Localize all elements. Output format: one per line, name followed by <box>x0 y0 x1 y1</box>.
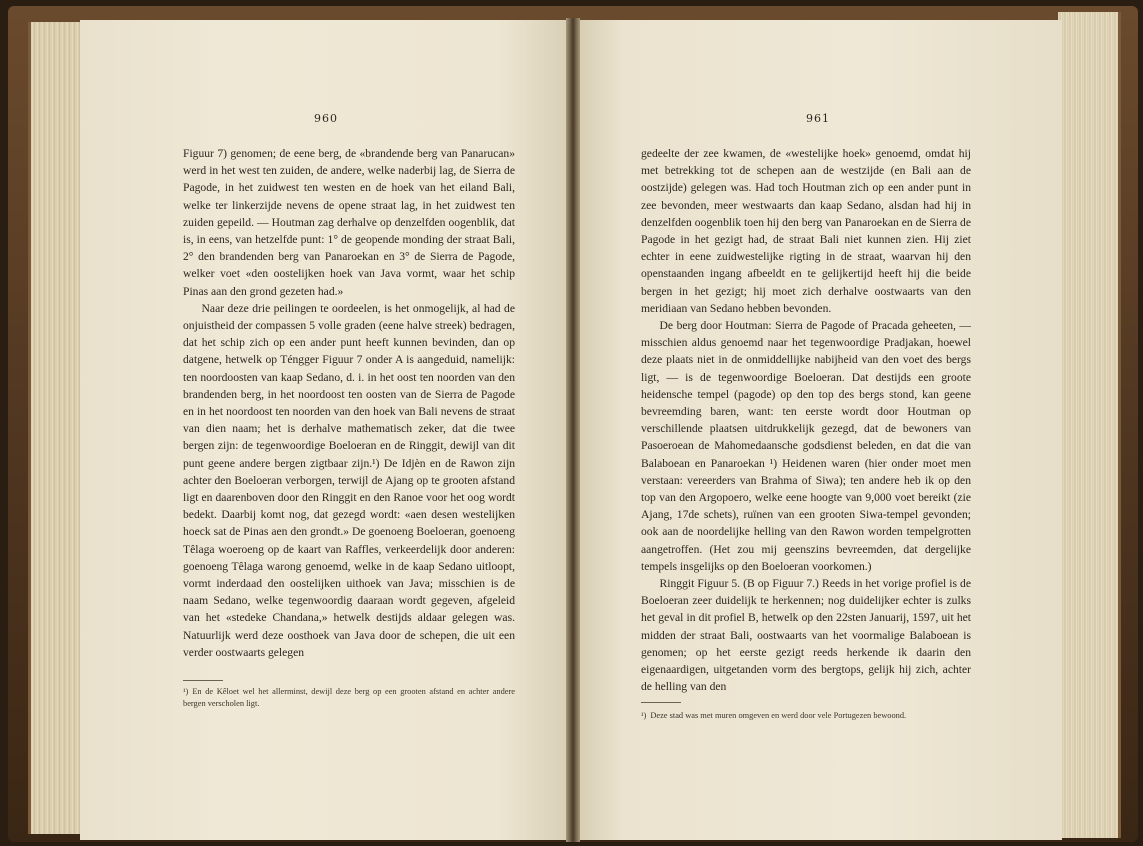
footnote-text: Deze stad was met muren omgeven en werd door vele Portugezen bewoond. <box>650 711 907 720</box>
book-gutter <box>566 18 580 842</box>
footnote-rule <box>183 680 223 681</box>
footnote-rule <box>641 702 681 703</box>
paragraph: Ringgit Figuur 5. (B op Figuur 7.) Reeds in het vorige profiel is de Boeloeran zeer duidelijk te herkennen; nog duidelijker echter is zulks het geval in dit profiel B, hetwelk op den 22sten Januarij, 1597, uit het midden der straat Bali, oostwaarts van het voormalige Balaboean is genomen; op het eerste gezigt reeds herkende ik daarin den eigenaardigen, uitgetanden vorm des bergtops, gelijk hij zich, achter de helling van den <box>641 577 971 694</box>
right-footnote <box>641 710 971 722</box>
footnote-mark: ¹) <box>183 687 189 696</box>
page-number-right: 961 <box>806 112 830 125</box>
left-page <box>80 20 572 840</box>
page-number-left: 960 <box>314 112 338 125</box>
left-footnote <box>183 686 515 710</box>
right-body-text <box>641 145 971 696</box>
paragraph: Naar deze drie peilingen te oordeelen, is het onmogelijk, al had de onjuistheid der compassen 5 volle graden (eene halve streek) bedragen, dat het schip zich op een ander punt heeft kunnen bevinden, dan op datgene, hetwelk op Téngger Figuur 7 onder A is aangeduid, namelijk: ten noordoosten van kaap Sedano, d. i. in het oost ten noorden van den brandenden berg, in het noordoost ten oosten van de Sierra de Pagode en in het noordoost ten noorden van den hoek van Bali nevens de straat van dien naam; het is derhalve mathematisch zeker, dat die twee bergen zijn: de tegenwoordige Boeloeran en de Ringgit, dewijl van dit punt geene andere bergen zigtbaar zijn.¹) De Idjèn en de Rawon zijn achter den Boeloeran verborgen, terwijl de Ajang op te grooten afstand ligt en daarenboven door den Ringgit en den Ranoe voor het oog wordt bedekt. Daarbij komt nog, dat gezegd wordt: «aen desen westelijken hoeck sat de Pinas aen den grondt.» De goenoeng Boeloeran, goenoeng Têlaga woeroeng op de kaart van Raffles, verkeerdelijk door anderen: goenoeng Têlaga warong genoemd, welke in de kaap Sedano uitloopt, vormt inderdaad den oostelijken uithoek van Java; misschien is de naam Sedano, welke tegenwoordig daaraan wordt gegeven, afgeleid van het «stedeke Chandana,» hetwelk destijds aldaar gelegen was. Natuurlijk werd deze oosthoek van Java door de schepen, die uit een verder oostwaarts gelegen <box>183 301 515 659</box>
paragraph: gedeelte der zee kwamen, de «westelijke hoek» genoemd, omdat hij met betrekking tot de schepen aan de westzijde (en Bali aan de oostzijde) gelegen was. Had toch Houtman zich op een ander punt in zee bevonden, meer westwaarts dan kaap Sedano, alsdan had hij in denzelfden oogenblik toen hij den berg van Panaroekan en de Sierra de Pagode in het gezigt had, de straat Bali niet kunnen zien. Hij ziet echter in eene zuidwestelijke rigting in de straat, waarvan hij den openstaanden ingang afbeeldt en te gelijkertijd heeft hij die beide bergen in het gezigt; hij moet zich derhalve oostwaarts van den meridiaan van Sedano hebben bevonden. <box>641 147 971 315</box>
right-page <box>574 20 1062 840</box>
paragraph: De berg door Houtman: Sierra de Pagode of Pracada geheeten, — misschien aldus genoemd naar het tegenwoordige Pradjakan, hoewel deze plaats niet in de onmiddellijke nabijheid van den voet des bergs ligt, — is de tegenwoordige Boeloeran. Dat destijds een groote heidensche tempel (pagode) op den top des bergs stond, kan geene bevreemding baren, want: ten eerste wordt door Houtman op verschillende plaatsen uitdrukkelijk gezegd, dat de bewoners van Pasoeroean de Mahomedaansche godsdienst beleden, en dat die van Balaboean en Panaroekan ¹) Heidenen waren (hier onder moet men verstaan: vereerders van Brahma of Siwa); ten andere heb ik op den top van den Argopoero, welke eene hoogte van 9,000 voet bereikt (zie Ajang, 17de schets), ruïnen van een grooten Siwa-tempel gevonden; ook aan de noordelijke helling van den Rawon worden tempelgrotten aangetroffen. (Het zou mij geenszins bevreemden, dat dergelijke tempels insgelijks op den Boeloeran voorkomen.) <box>641 319 971 573</box>
page-edges-right <box>1058 12 1121 838</box>
left-body-text <box>183 145 515 661</box>
footnote-mark: ¹) <box>641 711 647 720</box>
paragraph: Figuur 7) genomen; de eene berg, de «brandende berg van Panarucan» werd in het west ten zuiden, de andere, welke naderbij lag, de Sierra de Pagode, in het zuidwest ten westen en de hoek van het eiland Bali, welke ter linkerzijde nevens de opene straat lag, in het zuidwest ten zuiden gepeild. — Houtman zag derhalve op denzelfden oogenblik, dat is, in eens, van hetzelfde punt: 1° de geopende monding der straat Bali, 2° den brandenden berg van Panaroekan en 3° de Sierra de Pagode, welker voet «den oostelijken hoek van Java vormt, waar het schip Pinas aan den grond gezeten had.» <box>183 147 515 298</box>
footnote-text: En de Kêloet wel het allerminst, dewijl deze berg op een grooten afstand en achter andere bergen verscholen ligt. <box>183 687 515 708</box>
